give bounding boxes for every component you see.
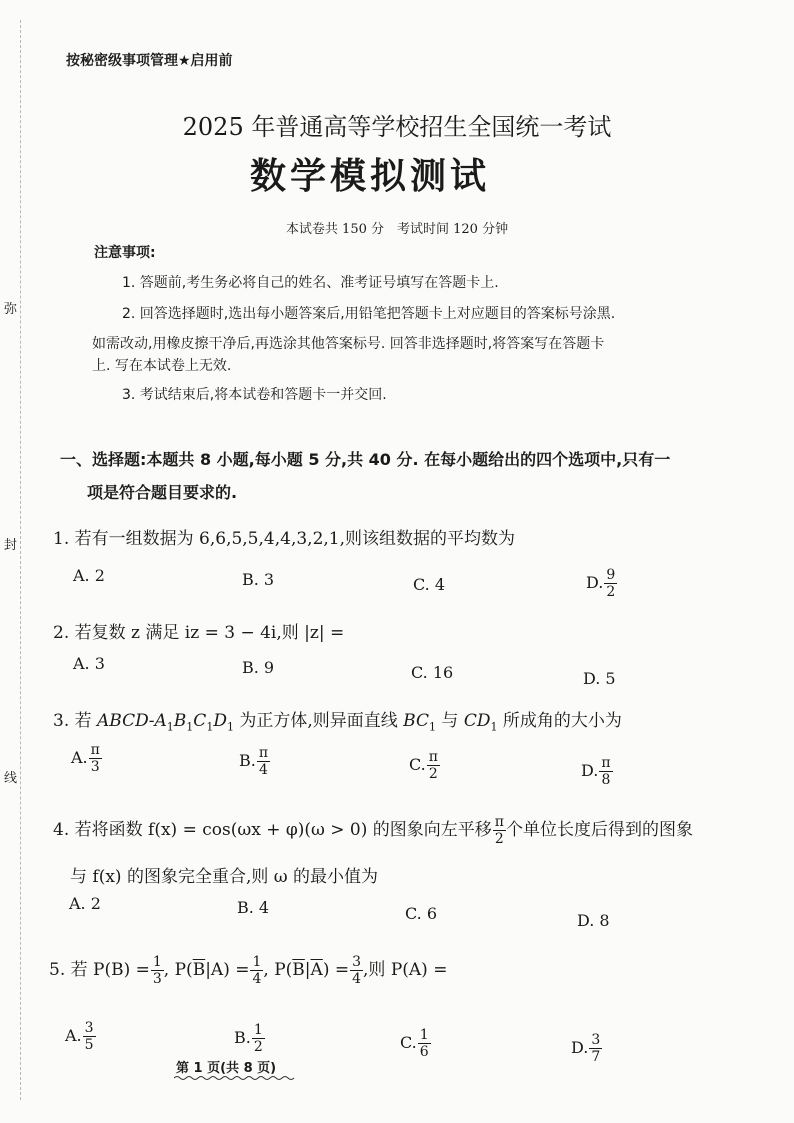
question-5-option-d — [571, 1032, 602, 1065]
q5-fraction-2 — [250, 954, 263, 987]
option-label: A. — [65, 1026, 82, 1045]
question-1-option-b: B. 3 — [242, 570, 275, 589]
exam-title: 2025 年普通高等学校招生全国统一考试 — [182, 113, 612, 141]
fraction-numerator: π — [601, 755, 611, 771]
binding-mark-xian: 线 — [4, 765, 17, 788]
fraction-denominator: 3 — [90, 759, 100, 775]
option-fraction — [418, 1027, 431, 1060]
option-label: B. — [239, 751, 256, 770]
score-time: 本试卷共 150 分 考试时间 120 分钟 — [285, 222, 509, 237]
fraction-denominator: 4 — [352, 971, 362, 987]
page-footer: 第 1 页(共 8 页) — [176, 1061, 277, 1076]
fraction-denominator: 4 — [252, 971, 262, 987]
q3-sub: 1 — [490, 720, 498, 734]
q3-mid2: 与 — [436, 711, 464, 731]
question-5-option-c — [400, 1027, 431, 1060]
option-fraction — [599, 755, 612, 788]
fraction-denominator: 7 — [591, 1049, 601, 1065]
q5-part: | — [304, 960, 311, 980]
q5-part: |A) = — [205, 960, 250, 980]
q3-cube-base: ABCD — [97, 711, 149, 731]
fraction-denominator: 2 — [494, 831, 504, 847]
section-1-heading-cont: 项是符合题目要求的. — [87, 483, 238, 502]
q5-b-complement: $\overline{B}$ — [292, 960, 305, 980]
q3-bc: BC — [403, 711, 429, 731]
fraction-denominator: 2 — [428, 766, 438, 782]
fraction-numerator: 3 — [591, 1032, 601, 1048]
option-label: A. — [71, 748, 88, 767]
question-1-option-c: C. 4 — [413, 575, 446, 594]
fraction-denominator: 4 — [258, 762, 268, 778]
q5-b-complement: $\overline{B}$ — [192, 960, 206, 980]
option-d-fraction — [604, 567, 617, 600]
option-fraction — [589, 1032, 602, 1065]
q3-mid1: 为正方体,则异面直线 — [233, 711, 404, 731]
question-4-stem-line-1 — [53, 814, 693, 847]
option-fraction — [89, 742, 102, 775]
question-2-option-c: C. 16 — [411, 663, 454, 682]
question-2-stem: 2. 若复数 z 满足 iz = 3 − 4i,则 |z| = — [53, 623, 345, 643]
q3-pre: 3. 若 — [53, 711, 98, 731]
q3-sub: 1 — [186, 720, 194, 734]
subject-title: 数学模拟测试 — [249, 155, 490, 197]
footer-wavy-underline — [174, 1075, 296, 1081]
notice-item-2-line-3: 上. 写在本试卷上无效. — [92, 358, 232, 374]
q3-post: 所成角的大小为 — [497, 711, 622, 731]
q5-part: , P( — [163, 960, 193, 980]
question-4-option-a: A. 2 — [69, 894, 101, 913]
notice-item-2-line-1: 2. 回答选择题时,选出每小题答案后,用铅笔把答题卡上对应题目的答案标号涂黑. — [122, 306, 616, 322]
q3-c1: C — [193, 711, 207, 731]
question-2-option-a: A. 3 — [73, 654, 105, 673]
fraction-numerator: 1 — [152, 954, 162, 970]
question-3-option-d — [581, 755, 613, 788]
q5-part: , P( — [263, 960, 293, 980]
q4-line1-post: 个单位长度后得到的图象 — [505, 820, 693, 840]
option-fraction — [427, 749, 440, 782]
q5-fraction-3 — [350, 954, 363, 987]
q3-a1: A — [154, 711, 167, 731]
option-fraction — [252, 1022, 265, 1055]
binding-mark-feng: 封 — [4, 532, 17, 555]
fraction-denominator: 2 — [253, 1039, 263, 1055]
secrecy-label: 按秘密级事项管理★启用前 — [66, 53, 233, 69]
fraction-numerator: 1 — [252, 954, 262, 970]
q3-b1: B — [173, 711, 187, 731]
q3-sub: 1 — [226, 720, 234, 734]
section-1-heading: 一、选择题:本题共 8 小题,每小题 5 分,共 40 分. 在每小题给出的四个选项中,只有一 — [60, 450, 671, 469]
fraction-numerator: 3 — [352, 954, 362, 970]
question-4-option-d: D. 8 — [577, 911, 610, 930]
fraction-denominator: 6 — [419, 1044, 429, 1060]
q4-line1-pre: 4. 若将函数 f(x) = cos(ωx + φ)(ω > 0) 的图象向左平移 — [53, 820, 492, 840]
question-1-option-a: A. 2 — [73, 566, 105, 585]
option-fraction — [257, 745, 270, 778]
question-4-option-c: C. 6 — [405, 904, 438, 923]
fraction-numerator: π — [428, 749, 438, 765]
q3-cd: CD — [463, 711, 491, 731]
notice-item-2-line-2: 如需改动,用橡皮擦干净后,再选涂其他答案标号. 回答非选择题时,将答案写在答题卡 — [92, 336, 605, 352]
fraction-denominator: 3 — [152, 971, 162, 987]
fraction-numerator: π — [494, 814, 504, 830]
question-3-stem — [53, 706, 622, 733]
option-fraction — [83, 1020, 96, 1053]
question-5-option-a — [65, 1020, 96, 1053]
binding-mark-mi: 弥 — [4, 296, 17, 319]
question-4-stem-line-2: 与 f(x) 的图象完全重合,则 ω 的最小值为 — [70, 867, 379, 887]
notice-item-3: 3. 考试结束后,将本试卷和答题卡一并交回. — [122, 387, 387, 403]
option-label: B. — [234, 1028, 251, 1047]
notice-heading: 注意事项: — [94, 245, 156, 261]
q3-dash: - — [148, 711, 155, 731]
q5-a-complement: $\overline{A}$ — [310, 960, 323, 980]
question-3-option-b — [239, 745, 270, 778]
fraction-denominator: 8 — [601, 772, 611, 788]
question-2-option-d: D. 5 — [583, 669, 616, 688]
q3-sub: 1 — [166, 720, 174, 734]
option-label: D. — [571, 1038, 589, 1057]
q5-part: ,则 P(A) = — [363, 960, 448, 980]
question-3-option-c — [409, 749, 440, 782]
question-2-option-b: B. 9 — [242, 658, 275, 677]
question-3-option-a — [71, 742, 102, 775]
question-5-option-b — [234, 1022, 265, 1055]
q5-fraction-1 — [151, 954, 164, 987]
question-4-option-b: B. 4 — [237, 898, 270, 917]
fraction-numerator: 9 — [606, 567, 616, 583]
option-label: D. — [581, 761, 599, 780]
fraction-numerator: 1 — [253, 1022, 263, 1038]
fraction-numerator: π — [258, 745, 269, 761]
question-1-option-d — [586, 567, 617, 600]
fraction-numerator: 1 — [419, 1027, 429, 1043]
option-d-label: D. — [586, 573, 604, 592]
question-5-stem — [49, 954, 447, 987]
q5-part: ) = — [322, 960, 350, 980]
fraction-numerator: 3 — [84, 1020, 94, 1036]
option-label: C. — [409, 755, 426, 774]
q5-part: 5. 若 P(B) = — [49, 960, 150, 980]
notice-item-1: 1. 答题前,考生务必将自己的姓名、准考证号填写在答题卡上. — [122, 275, 499, 291]
option-label: C. — [400, 1033, 417, 1052]
fraction-denominator: 5 — [84, 1037, 94, 1053]
q3-sub: 1 — [206, 720, 214, 734]
q3-sub: 1 — [429, 720, 436, 734]
fraction-denominator: 2 — [606, 584, 616, 600]
q3-d1: D — [213, 711, 227, 731]
fraction-numerator: π — [90, 742, 100, 758]
question-1-stem: 1. 若有一组数据为 6,6,5,5,4,4,3,2,1,则该组数据的平均数为 — [53, 529, 516, 549]
q4-shift-fraction — [493, 814, 506, 847]
